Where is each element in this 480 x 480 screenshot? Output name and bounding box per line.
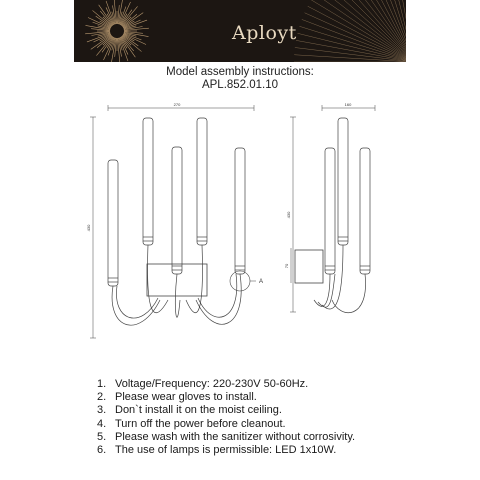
instruction-list (97, 378, 355, 457)
list-item: 4. Turn off the power before cleanout. (97, 417, 286, 430)
front-height-label: 430 (86, 224, 91, 232)
list-item: 5. Please wash with the sanitizer without corrosivity. (97, 430, 356, 443)
side-tube-1 (338, 118, 348, 245)
page-title: Model assembly instructions: (166, 66, 314, 78)
list-item: 6. The use of lamps is permissible: LED 1x10W. (97, 444, 337, 457)
list-item: 3. Don`t install it on the moist ceiling. (97, 404, 282, 417)
side-width-label: 160 (344, 102, 352, 107)
front-tube-3 (172, 147, 182, 274)
front-tube-1 (108, 160, 118, 286)
document-header (0, 66, 480, 92)
list-item: 2. Please wear gloves to install. (97, 391, 257, 404)
side-tube-3 (360, 148, 370, 274)
brand-banner (74, 0, 406, 62)
front-wall-plate (147, 264, 207, 296)
front-tube-4 (197, 118, 207, 245)
front-tube-2 (143, 118, 153, 245)
list-item: 1. Voltage/Frequency: 220-230V 50-60Hz. (97, 378, 309, 390)
side-height-label: 430 (286, 211, 291, 219)
side-tube-2 (325, 148, 335, 274)
model-number: APL.852.01.10 (201, 79, 279, 91)
side-plate-label: 70 (284, 263, 289, 269)
assembly-drawing (0, 96, 480, 376)
front-tube-5 (235, 148, 245, 274)
side-wall-plate (295, 250, 323, 283)
brand-name: Aployt (232, 22, 297, 44)
front-width-label: 270 (173, 102, 181, 107)
callout-label: A (259, 279, 264, 285)
